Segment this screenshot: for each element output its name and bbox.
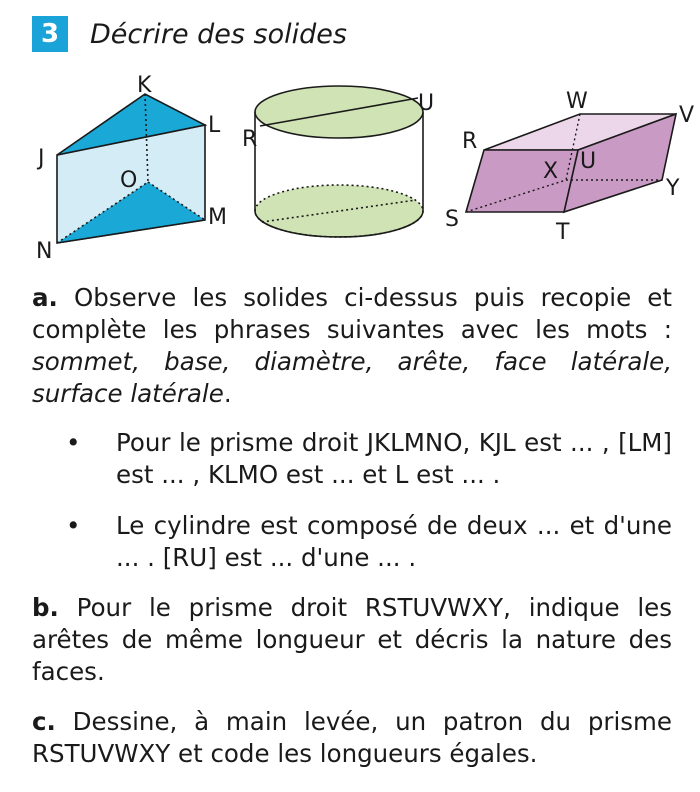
label-M: M [208, 205, 227, 230]
label-X: X [543, 159, 559, 184]
label-L: L [208, 113, 221, 138]
label-V: V [679, 103, 695, 128]
bullet-text: Pour le prisme droit JKLMNO, KJL est ... , [LM] est ... , KLMO est ... et L est ... . [116, 428, 672, 489]
prism-rstuvwxy [445, 89, 694, 245]
label-T: T [556, 220, 570, 245]
solids-svg [0, 60, 700, 270]
part-a-label: a. [32, 283, 58, 312]
part-a-end: . [223, 379, 232, 408]
bullet-text: Le cylindre est composé de deux ... et d'une ... . [RU] est ... d'une ... . [116, 511, 672, 572]
part-c-instruction [32, 706, 672, 770]
label-N: N [36, 239, 53, 264]
label-Y: Y [666, 176, 680, 201]
bullet-marker: • [66, 428, 81, 457]
label-S: S [445, 207, 459, 232]
exercise-number-badge: 3 [32, 16, 68, 52]
part-a-instruction [32, 282, 672, 410]
label-O: O [120, 168, 138, 193]
part-c-label: c. [32, 707, 56, 736]
cylinder [242, 86, 434, 237]
part-b-label: b. [32, 593, 59, 622]
part-b-text: Pour le prisme droit RSTUVWXY, indique les arêtes de même longueur et décris la nature des faces. [32, 593, 672, 686]
part-a-intro: Observe les solides ci-dessus puis recopie et complète les phrases suivantes avec les mots : [32, 283, 672, 344]
label-J: J [38, 146, 45, 171]
label-cyl-R: R [242, 127, 258, 152]
label-R: R [462, 129, 478, 154]
solids-figures [0, 60, 700, 270]
bullet-marker: • [66, 511, 81, 540]
part-c-text: Dessine, à main levée, un patron du prisme RSTUVWXY et code les longueurs égales. [32, 707, 672, 768]
part-b-instruction [32, 592, 672, 688]
label-U: U [580, 149, 597, 174]
label-W: W [566, 89, 588, 114]
prism-jklmno [36, 73, 227, 264]
label-cyl-U: U [418, 91, 435, 116]
exercise-title: Décrire des solides [90, 18, 347, 50]
label-K: K [137, 73, 152, 98]
exercise-header [32, 14, 347, 54]
part-a-words: sommet, base, diamètre, arête, face latérale, surface latérale [32, 347, 672, 408]
